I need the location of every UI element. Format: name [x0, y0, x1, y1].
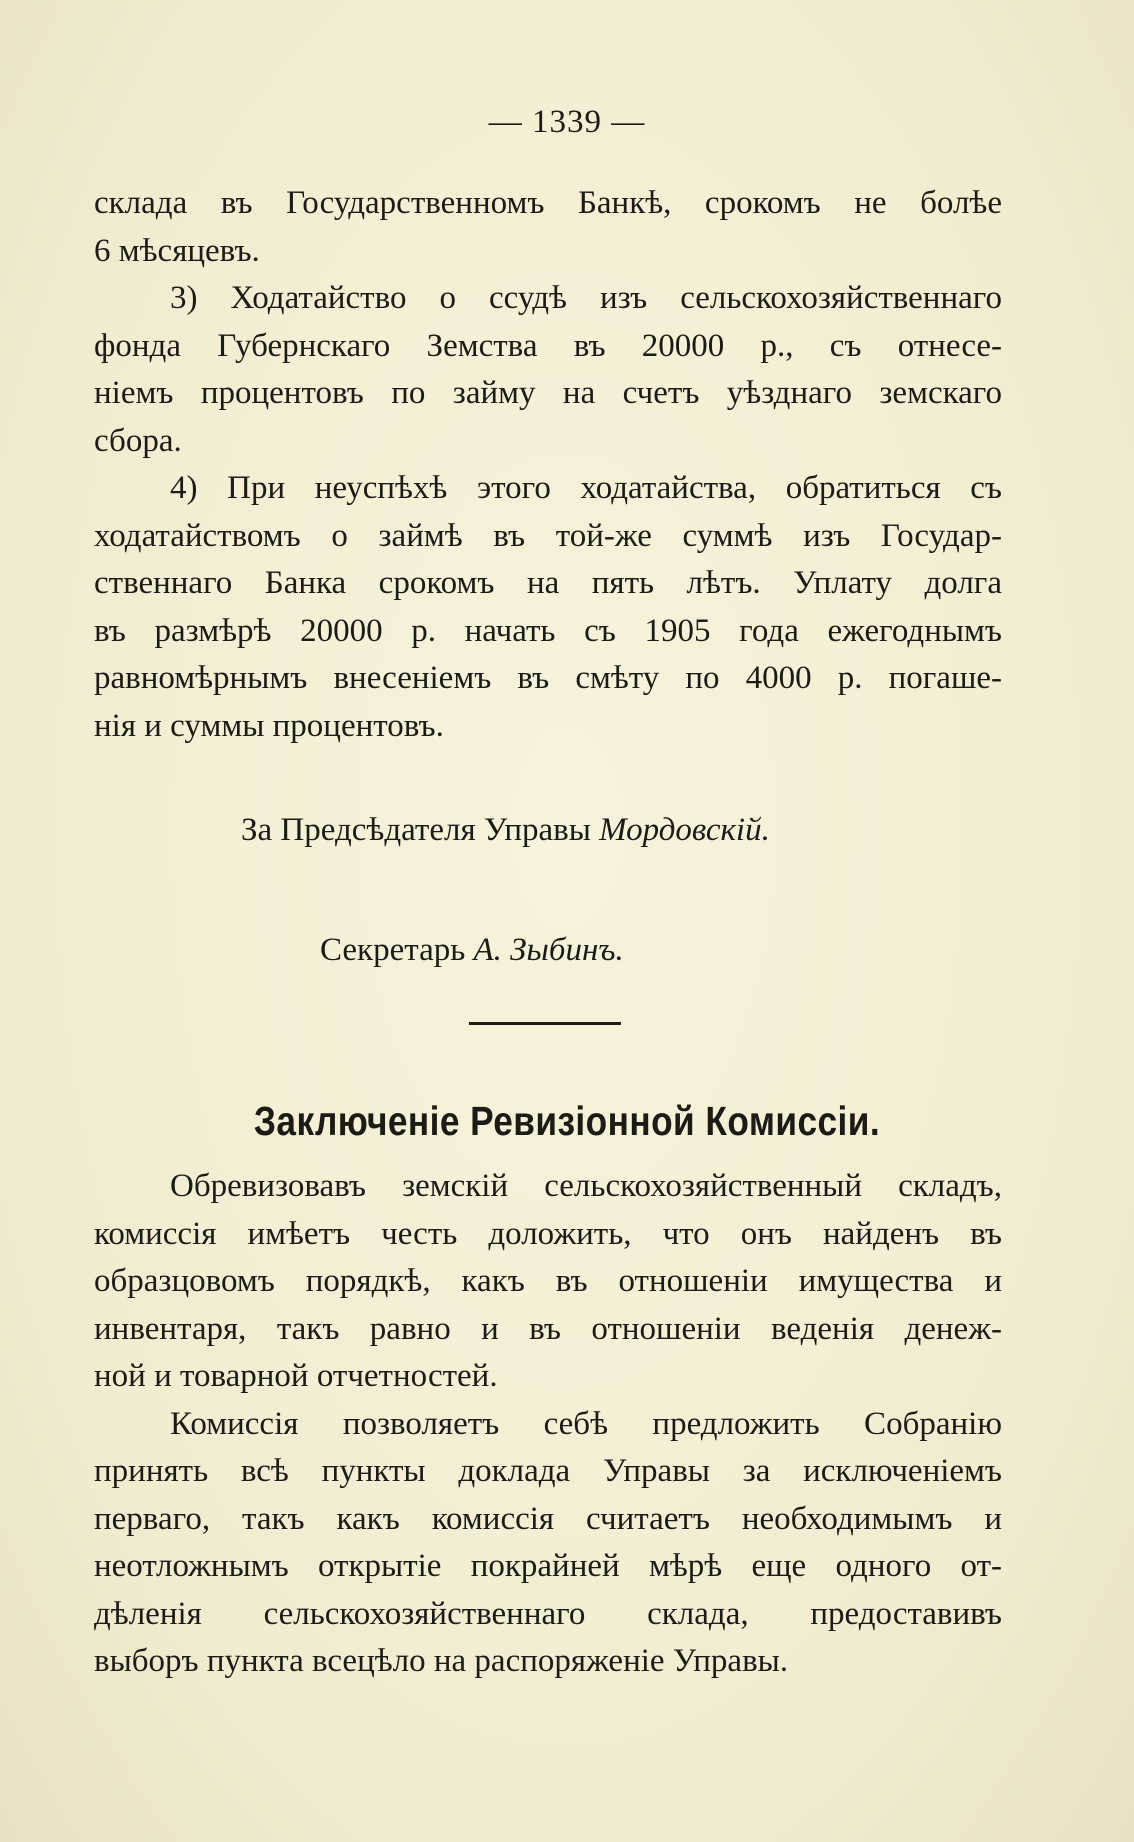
secretary-signature-prefix: Секретарь: [320, 932, 474, 968]
secretary-signature: [320, 932, 624, 969]
text-line: образцовомъ порядкѣ, какъ въ отношеніи имущества и: [94, 1263, 1002, 1299]
text-line: Обревизовавъ земскій сельскохозяйственный складъ,: [170, 1168, 1002, 1204]
chair-signature-prefix: За Предсѣдателя Управы: [241, 812, 600, 848]
text-line: въ размѣрѣ 20000 р. начать съ 1905 года ежегоднымъ: [94, 612, 1002, 649]
text-line: инвентаря, такъ равно и въ отношеніи веденія денеж-: [94, 1310, 1002, 1347]
text-line: принять всѣ пункты доклада Управы за исключеніемъ: [94, 1453, 1002, 1489]
text-line: нія и суммы процентовъ.: [94, 707, 444, 744]
section-heading: Заключеніе Ревизіонной Комиссіи.: [253, 1098, 881, 1144]
chair-signature: [241, 812, 770, 849]
paragraph: [94, 465, 1002, 750]
section-divider: [469, 1022, 621, 1025]
paragraph: [94, 275, 1002, 465]
text-line: ственнаго Банка срокомъ на пять лѣтъ. Уплату долга: [94, 565, 1002, 601]
text-line: 3) Ходатайство о ссудѣ изъ сельскохозяйственнаго: [170, 280, 1002, 316]
text-line: перваго, такъ какъ комиссія считаетъ необходимымъ и: [94, 1500, 1002, 1537]
text-line: дѣленія сельскохозяйственнаго склада, предоставивъ: [94, 1595, 1002, 1632]
top-text-block: [94, 180, 1002, 750]
text-line: склада въ Государственномъ Банкѣ, срокомъ не болѣе: [94, 185, 1002, 221]
text-line: 6 мѣсяцевъ.: [94, 232, 260, 269]
text-line: ходатайствомъ о займѣ въ той-же суммѣ изъ Государ-: [94, 517, 1002, 554]
page-number: — 1339 —: [488, 104, 646, 140]
chair-signature-name: Мордовскій.: [599, 812, 770, 848]
secretary-signature-name: А. Зыбинъ.: [473, 932, 624, 968]
text-line: неотложнымъ открытіе покрайней мѣрѣ еще одного от-: [94, 1548, 1002, 1584]
paragraph: [94, 1401, 1002, 1686]
text-line: равномѣрнымъ внесеніемъ въ смѣту по 4000 р. погаше-: [94, 660, 1002, 696]
paragraph: [94, 1163, 1002, 1401]
text-line: Комиссія позволяетъ себѣ предложить Собранію: [170, 1405, 1002, 1442]
text-line: фонда Губернскаго Земства въ 20000 р., съ отнесе-: [94, 327, 1002, 364]
text-line: комиссія имѣетъ честь доложить, что онъ найденъ въ: [94, 1215, 1002, 1252]
text-line: ніемъ процентовъ по займу на счетъ уѣзднаго земскаго: [94, 375, 1002, 411]
text-line: выборъ пункта всецѣло на распоряженіе Управы.: [94, 1643, 789, 1679]
text-line: 4) При неуспѣхѣ этого ходатайства, обратиться съ: [170, 470, 1002, 506]
text-line: ной и товарной отчетностей.: [94, 1358, 498, 1394]
paragraph: [94, 180, 1002, 275]
text-line: сбора.: [94, 422, 182, 459]
bottom-text-block: [94, 1163, 1002, 1686]
